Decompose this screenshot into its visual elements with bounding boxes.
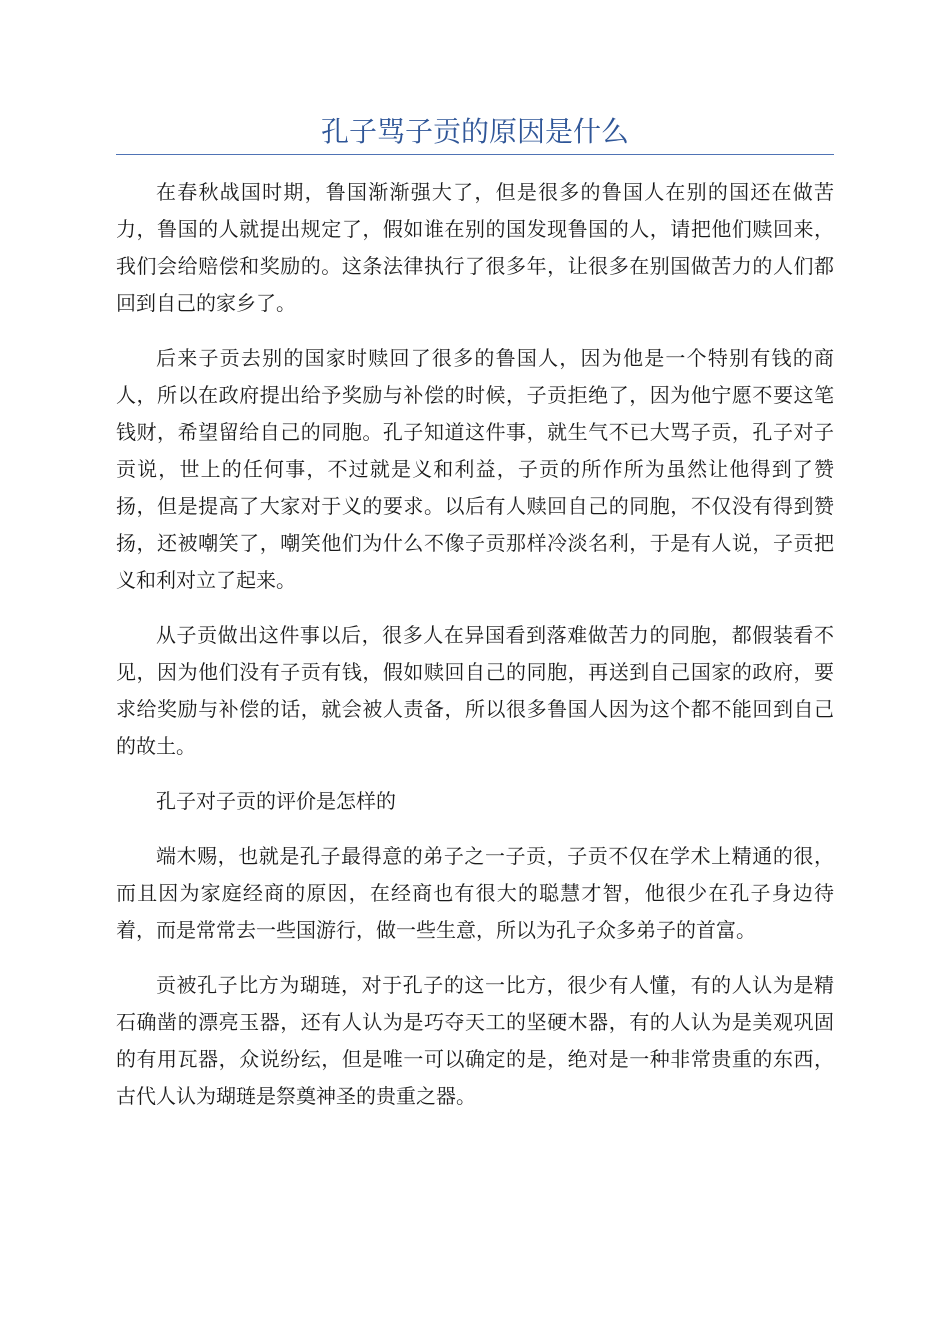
title-underline: [116, 154, 834, 155]
document-title: 孔子骂子贡的原因是什么: [320, 115, 629, 148]
paragraph: 端木赐，也就是孔子最得意的弟子之一子贡，子贡不仅在学术上精通的很，而且因为家庭经商的原因，在经商也有很大的聪慧才智，他很少在孔子身边待着，而是常常去一些国游行，做一些生意，所以为孔子众多弟子的首富。: [116, 844, 834, 942]
paragraph: 后来子贡去别的国家时赎回了很多的鲁国人，因为他是一个特别有钱的商人，所以在政府提出给予奖励与补偿的时候，子贡拒绝了，因为他宁愿不要这笔钱财，希望留给自己的同胞。孔子知道这件事，就生气不已大骂子贡，孔子对子贡说，世上的任何事，不过就是义和利益，子贡的所作所为虽然让他得到了赞扬，但是提高了大家对于义的要求。以后有人赎回自己的同胞，不仅没有得到赞扬，还被嘲笑了，嘲笑他们为什么不像子贡那样冷淡名利，于是有人说，子贡把义和利对立了起来。: [116, 346, 834, 592]
paragraph: 从子贡做出这件事以后，很多人在异国看到落难做苦力的同胞，都假装看不见，因为他们没有子贡有钱，假如赎回自己的同胞，再送到自己国家的政府，要求给奖励与补偿的话，就会被人责备，所以很多鲁国人因为这个都不能回到自己的故土。: [116, 623, 834, 758]
paragraph: 在春秋战国时期，鲁国渐渐强大了，但是很多的鲁国人在别的国还在做苦力，鲁国的人就提出规定了，假如谁在别的国发现鲁国的人，请把他们赎回来，我们会给赔偿和奖励的。这条法律执行了很多年，让很多在别国做苦力的人们都回到自己的家乡了。: [116, 180, 834, 315]
section-heading: 孔子对子贡的评价是怎样的: [156, 789, 396, 813]
document-body: [116, 174, 834, 1133]
paragraph: 贡被孔子比方为瑚琏，对于孔子的这一比方，很少有人懂，有的人认为是精石确凿的漂亮玉器，还有人认为是巧夺天工的坚硬木器，有的人认为是美观巩固的有用瓦器，众说纷纭，但是唯一可以确定的是，绝对是一种非常贵重的东西，古代人认为瑚琏是祭奠神圣的贵重之器。: [116, 973, 834, 1108]
